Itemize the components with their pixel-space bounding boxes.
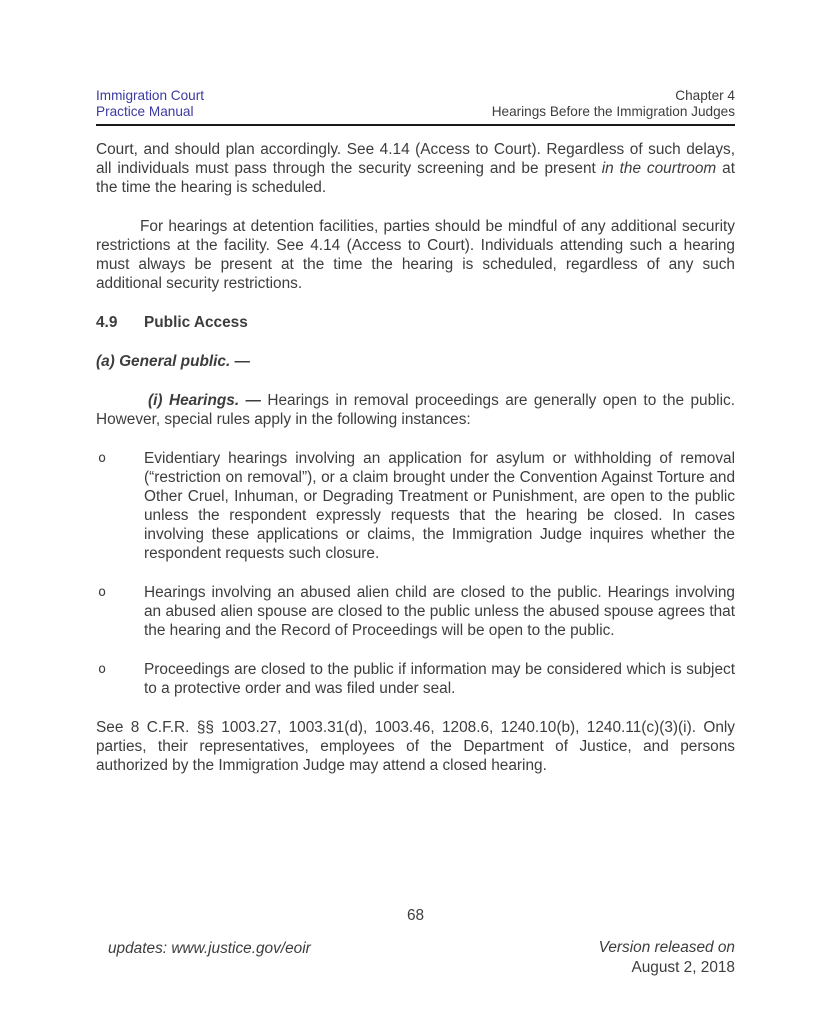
bullet-marker: o [98,450,107,466]
header-left-line1[interactable]: Immigration Court [96,88,205,103]
page-header [96,88,735,126]
manual-title-link[interactable] [96,88,204,120]
bullet-item-protective-order [96,660,735,698]
paragraph-continuation [96,140,735,197]
bullet-text: Hearings involving an abused alien child are closed to the public. Hearings involving an abused alien spouse are closed to the public unless the abused spouse agrees that the hearing and the Record of Proceedings will be open to the public. [144,584,735,639]
section-title: Public Access [144,314,248,331]
header-right-line1: Chapter 4 [675,88,735,103]
paragraph-continuation-italic: in the courtroom [601,160,717,177]
bullet-text: Proceedings are closed to the public if information may be considered which is subject to a protective order and was filed under seal. [144,661,735,697]
bullet-marker: o [98,661,107,677]
footer-version [599,938,735,978]
section-heading [96,313,735,332]
paragraph-detention-facilities: For hearings at detention facilities, parties should be mindful of any additional security restrictions at the facility. See 4.14 (Access to Court). Individuals attending such a hearing must always be present at the time the hearing is scheduled, regardless of any such additional security restrictions. [96,218,735,292]
paragraph-continuation-post: at the time the hearing is scheduled. [96,160,735,196]
bullet-item-asylum [96,449,735,563]
bullet-marker: o [98,584,107,600]
chapter-info [492,88,735,120]
header-left-line2[interactable]: Practice Manual [96,104,194,119]
subsection-i-lead: (i) Hearings. — [148,392,261,409]
footer-updates: updates: www.justice.gov/eoir [108,940,311,957]
page-body [96,140,735,795]
header-right-line2: Hearings Before the Immigration Judges [491,104,735,119]
subsection-a-heading: (a) General public. — [96,353,250,370]
paragraph-continuation-pre: Court, and should plan accordingly. See 4.14 (Access to Court). Regardless of such delays, all individuals must pass through the security screening and be present [96,141,735,177]
bullet-item-abused-alien [96,583,735,640]
subsection-i-paragraph [96,391,735,429]
bullet-text: Evidentiary hearings involving an application for asylum or withholding of removal (“restriction on removal”), or a claim brought under the Convention Against Torture and Other Cruel, Inhuman, or Degrading Treatment or Punishment, are open to the public unless the respondent expressly requests that the hearing be closed. In cases involving these applications or claims, the Immigration Judge inquires whether the respondent requests such closure. [144,450,735,562]
footer-version-line2: August 2, 2018 [631,959,735,976]
subsection-i-text: Hearings in removal proceedings are generally open to the public. However, special rules apply in the following instances: [96,392,735,428]
section-number: 4.9 [96,314,118,331]
paragraph-citations: See 8 C.F.R. §§ 1003.27, 1003.31(d), 1003.46, 1208.6, 1240.10(b), 1240.11(c)(3)(i). Only parties, their representatives, employees of the Department of Justice, and persons authorized by the Immigration Judge may attend a closed hearing. [96,719,735,774]
footer-version-line1: Version released on [598,939,735,956]
page-number: 68 [406,907,425,924]
